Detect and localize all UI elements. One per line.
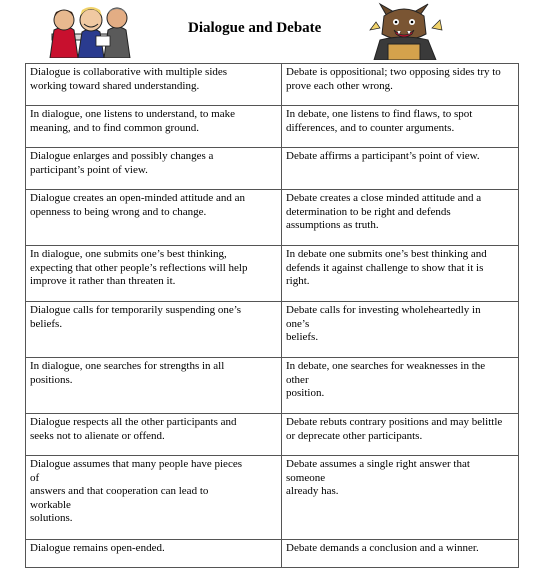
dialogue-text: In dialogue, one searches for strengths in all positions.	[30, 360, 225, 386]
dialogue-cell	[26, 246, 282, 302]
table-row	[26, 302, 519, 358]
debate-cell	[282, 358, 519, 414]
dialogue-text: Dialogue enlarges and possibly changes a participant’s point of view.	[30, 150, 214, 176]
dialogue-text: Dialogue assumes that many people have pieces of answers and that cooperation can lead to workable solutions.	[30, 458, 242, 524]
wolf-at-podium-clipart	[366, 0, 446, 60]
debate-text: Debate is oppositional; two opposing sides try to prove each other wrong.	[286, 66, 501, 92]
debate-text: Debate assumes a single right answer that someone already has.	[286, 458, 470, 497]
debate-cell	[282, 190, 519, 246]
dialogue-cell	[26, 358, 282, 414]
debate-cell	[282, 302, 519, 358]
table-row	[26, 414, 519, 456]
table-row	[26, 190, 519, 246]
debate-text: In debate, one searches for weaknesses in the other position.	[286, 360, 486, 399]
dialogue-text: Dialogue respects all the other participants and seeks not to alienate or offend.	[30, 416, 237, 442]
debate-cell	[282, 456, 519, 540]
table-row	[26, 540, 519, 568]
document-header	[0, 0, 552, 64]
comparison-table-body	[26, 64, 519, 568]
dialogue-cell	[26, 414, 282, 456]
dialogue-cell	[26, 106, 282, 148]
table-row	[26, 456, 519, 540]
dialogue-cell	[26, 64, 282, 106]
dialogue-cell	[26, 456, 282, 540]
debate-cell	[282, 246, 519, 302]
debate-cell	[282, 540, 519, 568]
debate-text: Debate demands a conclusion and a winner.	[286, 542, 479, 554]
dialogue-text: Dialogue calls for temporarily suspending one’s beliefs.	[30, 304, 242, 330]
debate-cell	[282, 414, 519, 456]
debate-text: Debate affirms a participant’s point of view.	[286, 150, 480, 162]
dialogue-text: Dialogue remains open-ended.	[30, 542, 165, 554]
debate-text: Debate rebuts contrary positions and may belittle or deprecate other participants.	[286, 416, 503, 442]
dialogue-cell	[26, 148, 282, 190]
table-row	[26, 358, 519, 414]
comparison-table	[25, 63, 519, 568]
dialogue-cell	[26, 190, 282, 246]
debate-text: In debate one submits one’s best thinking and defends it against challenge to show that it is right.	[286, 248, 487, 287]
debate-cell	[282, 106, 519, 148]
debate-text: In debate, one listens to find flaws, to spot differences, and to counter arguments.	[286, 108, 473, 134]
dialogue-text: Dialogue is collaborative with multiple sides working toward shared understanding.	[30, 66, 228, 92]
table-row	[26, 64, 519, 106]
dialogue-text: In dialogue, one listens to understand, to make meaning, and to find common ground.	[30, 108, 235, 134]
debate-text: Debate calls for investing wholeheartedly in one’s beliefs.	[286, 304, 481, 343]
table-row	[26, 106, 519, 148]
table-row	[26, 148, 519, 190]
debate-cell	[282, 148, 519, 190]
debate-cell	[282, 64, 519, 106]
dialogue-cell	[26, 302, 282, 358]
page-title: Dialogue and Debate	[188, 20, 322, 36]
people-discussing-clipart	[44, 0, 136, 58]
dialogue-text: Dialogue creates an open-minded attitude and an openness to being wrong and to change.	[30, 192, 246, 218]
dialogue-text: In dialogue, one submits one’s best thinking, expecting that other people’s reflections will help improve it rather than threaten it.	[30, 248, 248, 287]
debate-text: Debate creates a close minded attitude and a determination to be right and defends assumptions as truth.	[286, 192, 482, 231]
table-row	[26, 246, 519, 302]
dialogue-cell	[26, 540, 282, 568]
